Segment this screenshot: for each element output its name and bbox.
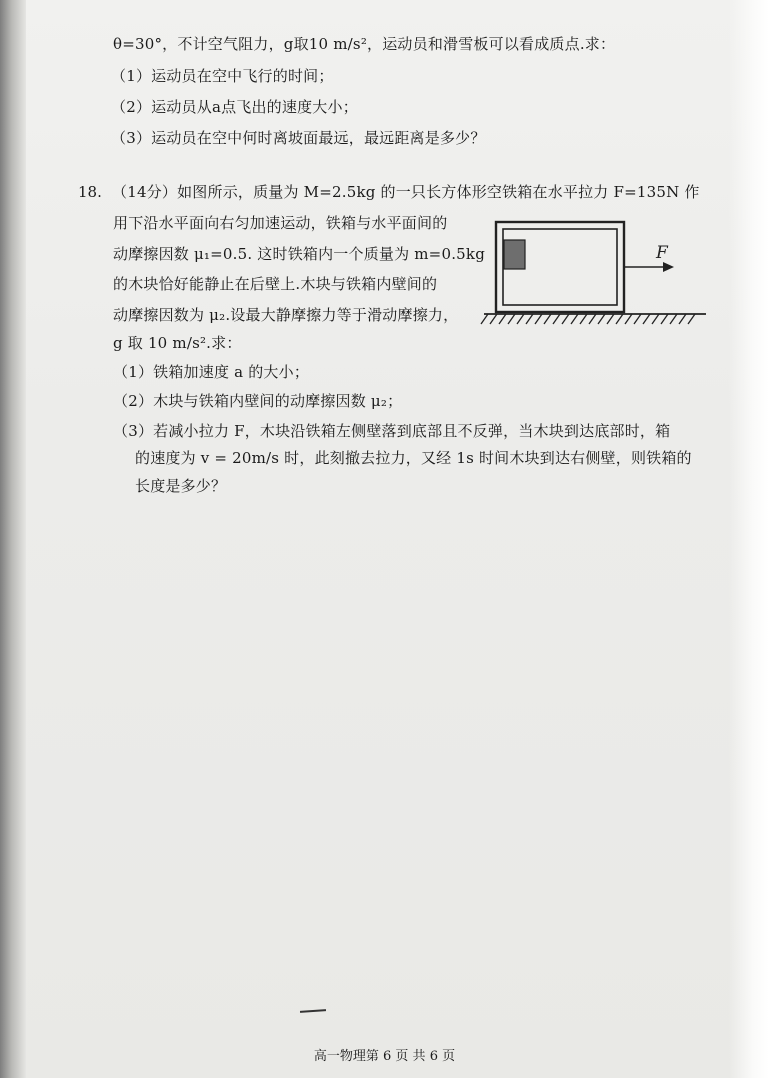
ground-hatching [481, 314, 695, 324]
hatch-mark [508, 314, 515, 324]
hatch-mark [535, 314, 542, 324]
pencil-mark [300, 1009, 326, 1013]
hatch-mark [670, 314, 677, 324]
hatch-mark [661, 314, 668, 324]
hatch-mark [517, 314, 524, 324]
hatch-mark [562, 314, 569, 324]
page-edge-highlight [729, 0, 769, 1078]
hatch-mark [499, 314, 506, 324]
wooden-block [504, 240, 525, 269]
force-arrow-head [663, 262, 674, 272]
hatch-mark [634, 314, 641, 324]
hatch-mark [481, 314, 488, 324]
question-18-line-2: 用下沿水平面向右匀加速运动，铁箱与水平面间的 [113, 214, 448, 232]
hatch-mark [589, 314, 596, 324]
hatch-mark [526, 314, 533, 324]
hatch-mark [598, 314, 605, 324]
hatch-mark [490, 314, 497, 324]
previous-question-part-3: （3）运动员在空中何时离坡面最远，最远距离是多少？ [111, 129, 486, 147]
hatch-mark [625, 314, 632, 324]
hatch-mark [553, 314, 560, 324]
iron-box-diagram [478, 214, 710, 338]
question-number: 18. [78, 183, 102, 201]
previous-question-given: θ=30°，不计空气阻力，g取10 m/s²，运动员和滑雪板可以看成质点.求： [113, 35, 616, 53]
hatch-mark [643, 314, 650, 324]
hatch-mark [607, 314, 614, 324]
previous-question-part-2: （2）运动员从a点飞出的速度大小； [111, 98, 358, 116]
question-18-part-1: （1）铁箱加速度 a 的大小； [113, 363, 310, 381]
question-18-part-3-cont-2: 长度是多少？ [135, 477, 227, 495]
force-label: F [656, 243, 668, 263]
hatch-mark [580, 314, 587, 324]
hatch-mark [616, 314, 623, 324]
hatch-mark [688, 314, 695, 324]
question-18-part-2: （2）木块与铁箱内壁间的动摩擦因数 μ₂； [113, 392, 403, 410]
hatch-mark [679, 314, 686, 324]
question-18-part-3: （3）若减小拉力 F，木块沿铁箱左侧壁落到底部且不反弹，当木块到达底部时，箱 [113, 422, 671, 440]
hatch-mark [544, 314, 551, 324]
question-18-line-6: g 取 10 m/s².求： [113, 334, 242, 352]
question-18-line-3: 动摩擦因数 μ₁=0.5. 这时铁箱内一个质量为 m=0.5kg [113, 245, 485, 263]
question-18-line-4: 的木块恰好能静止在后壁上.木块与铁箱内壁间的 [113, 275, 438, 293]
question-18-line-1: （14分）如图所示，质量为 M=2.5kg 的一只长方体形空铁箱在水平拉力 F=135N 作 [112, 183, 700, 201]
previous-question-part-1: （1）运动员在空中飞行的时间； [111, 67, 334, 85]
page-footer: 高一物理第 6 页 共 6 页 [313, 1049, 456, 1064]
question-18-line-5: 动摩擦因数为 μ₂.设最大静摩擦力等于滑动摩擦力， [113, 306, 459, 324]
hatch-mark [571, 314, 578, 324]
page-binding-shadow [0, 0, 26, 1078]
hatch-mark [652, 314, 659, 324]
question-18-part-3-cont-1: 的速度为 v = 20m/s 时，此刻撤去拉力，又经 1s 时间木块到达右侧壁，则铁箱的 [135, 449, 692, 467]
